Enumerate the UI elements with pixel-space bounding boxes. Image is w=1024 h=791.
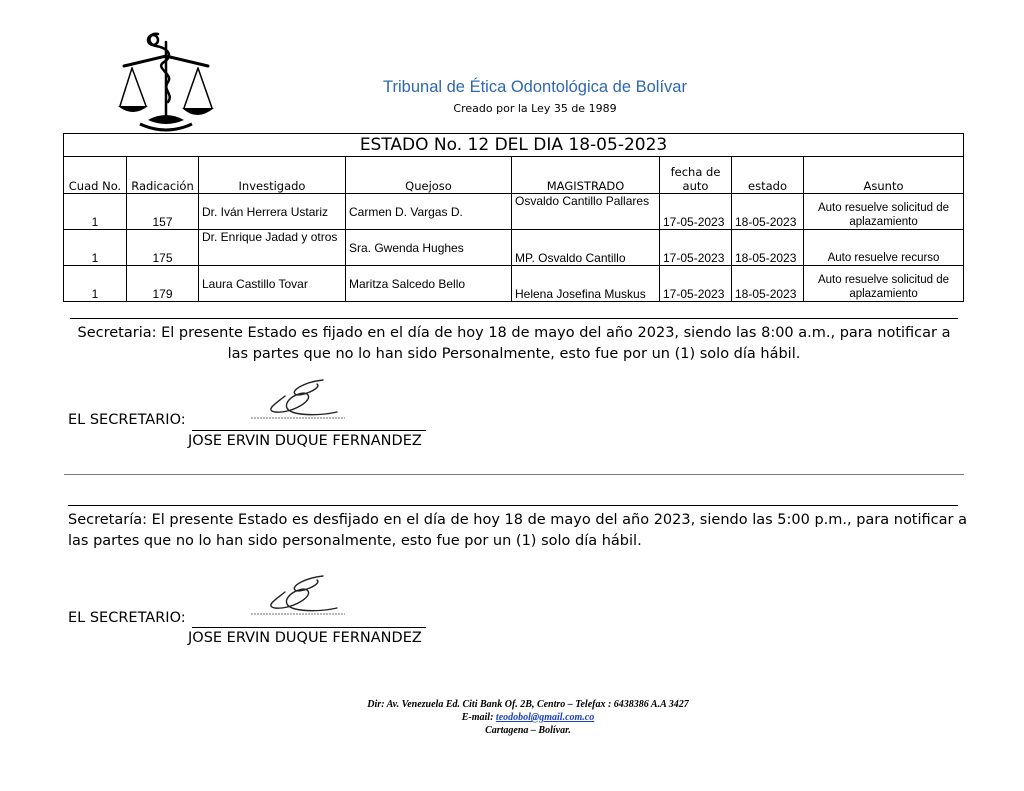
estado-cell: 18-05-2023 <box>732 230 804 266</box>
cuad-cell: 1 <box>64 194 127 230</box>
fecha-auto-cell: 17-05-2023 <box>660 194 732 230</box>
asunto-cell: Auto resuelve solicitud de aplazamiento <box>804 266 964 302</box>
secretary-signature-icon <box>245 572 355 618</box>
section-divider <box>68 505 958 506</box>
quejoso-cell: Maritza Salcedo Bello <box>346 266 512 302</box>
column-header: estado <box>732 157 804 194</box>
column-header: Quejoso <box>346 157 512 194</box>
radicacion-cell: 157 <box>127 194 199 230</box>
email-label: E-mail: <box>461 712 494 723</box>
radicacion-cell: 179 <box>127 266 199 302</box>
asunto-cell: Auto resuelve solicitud de aplazamiento <box>804 194 964 230</box>
table-header-row <box>64 157 964 194</box>
fecha-auto-cell: 17-05-2023 <box>660 230 732 266</box>
table-title-row <box>64 134 964 157</box>
footer-email <box>0 711 1024 724</box>
signature-line <box>192 430 426 431</box>
magistrado-cell: MP. Osvaldo Cantillo <box>512 230 660 266</box>
radicacion-cell: 175 <box>127 230 199 266</box>
estado-table <box>63 133 964 302</box>
section-divider <box>70 318 958 319</box>
cuad-cell: 1 <box>64 266 127 302</box>
fecha-auto-cell: 17-05-2023 <box>660 266 732 302</box>
desfijacion-notice: Secretaría: El presente Estado es desfijado en el día de hoy 18 de mayo del año 2023, siendo las 5:00 p.m., para notificar a las partes que no lo han sido personalmente, esto fue por un (1) solo día hábil. <box>68 512 967 549</box>
column-header: Investigado <box>199 157 346 194</box>
table-row <box>64 266 964 302</box>
asunto-cell: Auto resuelve recurso <box>804 230 964 266</box>
footer-city: Cartagena – Bolívar. <box>485 725 571 736</box>
secretary-name: JOSE ERVIN DUQUE FERNANDEZ <box>188 630 422 646</box>
investigado-cell: Dr. Enrique Jadad y otros <box>199 230 346 266</box>
section-divider <box>64 474 964 475</box>
magistrado-cell: Helena Josefina Muskus <box>512 266 660 302</box>
investigado-cell: Dr. Iván Herrera Ustariz <box>199 194 346 230</box>
column-header: Cuad No. <box>64 157 127 194</box>
column-header: Radicación <box>127 157 199 194</box>
table-row <box>64 194 964 230</box>
cuad-cell: 1 <box>64 230 127 266</box>
tribunal-subtitle: Creado por la Ley 35 de 1989 <box>453 102 617 115</box>
fijacion-notice: Secretaria: El presente Estado es fijado en el día de hoy 18 de mayo del año 2023, siendo las 8:00 a.m., para notificar a las partes que no lo han sido Personalmente, esto fue por un (1) solo día hábil. <box>77 325 951 362</box>
signature-line <box>192 627 426 628</box>
quejoso-cell: Carmen D. Vargas D. <box>346 194 512 230</box>
magistrado-cell: Osvaldo Cantillo Pallares <box>512 194 660 230</box>
column-header: MAGISTRADO <box>512 157 660 194</box>
secretary-name: JOSE ERVIN DUQUE FERNANDEZ <box>188 433 422 449</box>
secretary-label: EL SECRETARIO: <box>68 412 186 428</box>
tribunal-name: Tribunal de Ética Odontológica de Bolívar <box>383 78 687 96</box>
investigado-cell: Laura Castillo Tovar <box>199 266 346 302</box>
estado-title: ESTADO No. 12 DEL DIA 18-05-2023 <box>64 134 964 157</box>
table-row <box>64 230 964 266</box>
footer-address: Dir: Av. Venezuela Ed. Citi Bank Of. 2B, Centro – Telefax : 6438386 A.A 3427 <box>367 699 689 710</box>
email-link[interactable]: teodobol@gmail.com.co <box>495 712 595 723</box>
quejoso-cell: Sra. Gwenda Hughes <box>346 230 512 266</box>
secretary-signature-icon <box>245 376 355 422</box>
column-header: Asunto <box>804 157 964 194</box>
column-header: fecha de auto <box>660 157 732 194</box>
estado-cell: 18-05-2023 <box>732 266 804 302</box>
estado-cell: 18-05-2023 <box>732 194 804 230</box>
secretary-label: EL SECRETARIO: <box>68 610 186 626</box>
